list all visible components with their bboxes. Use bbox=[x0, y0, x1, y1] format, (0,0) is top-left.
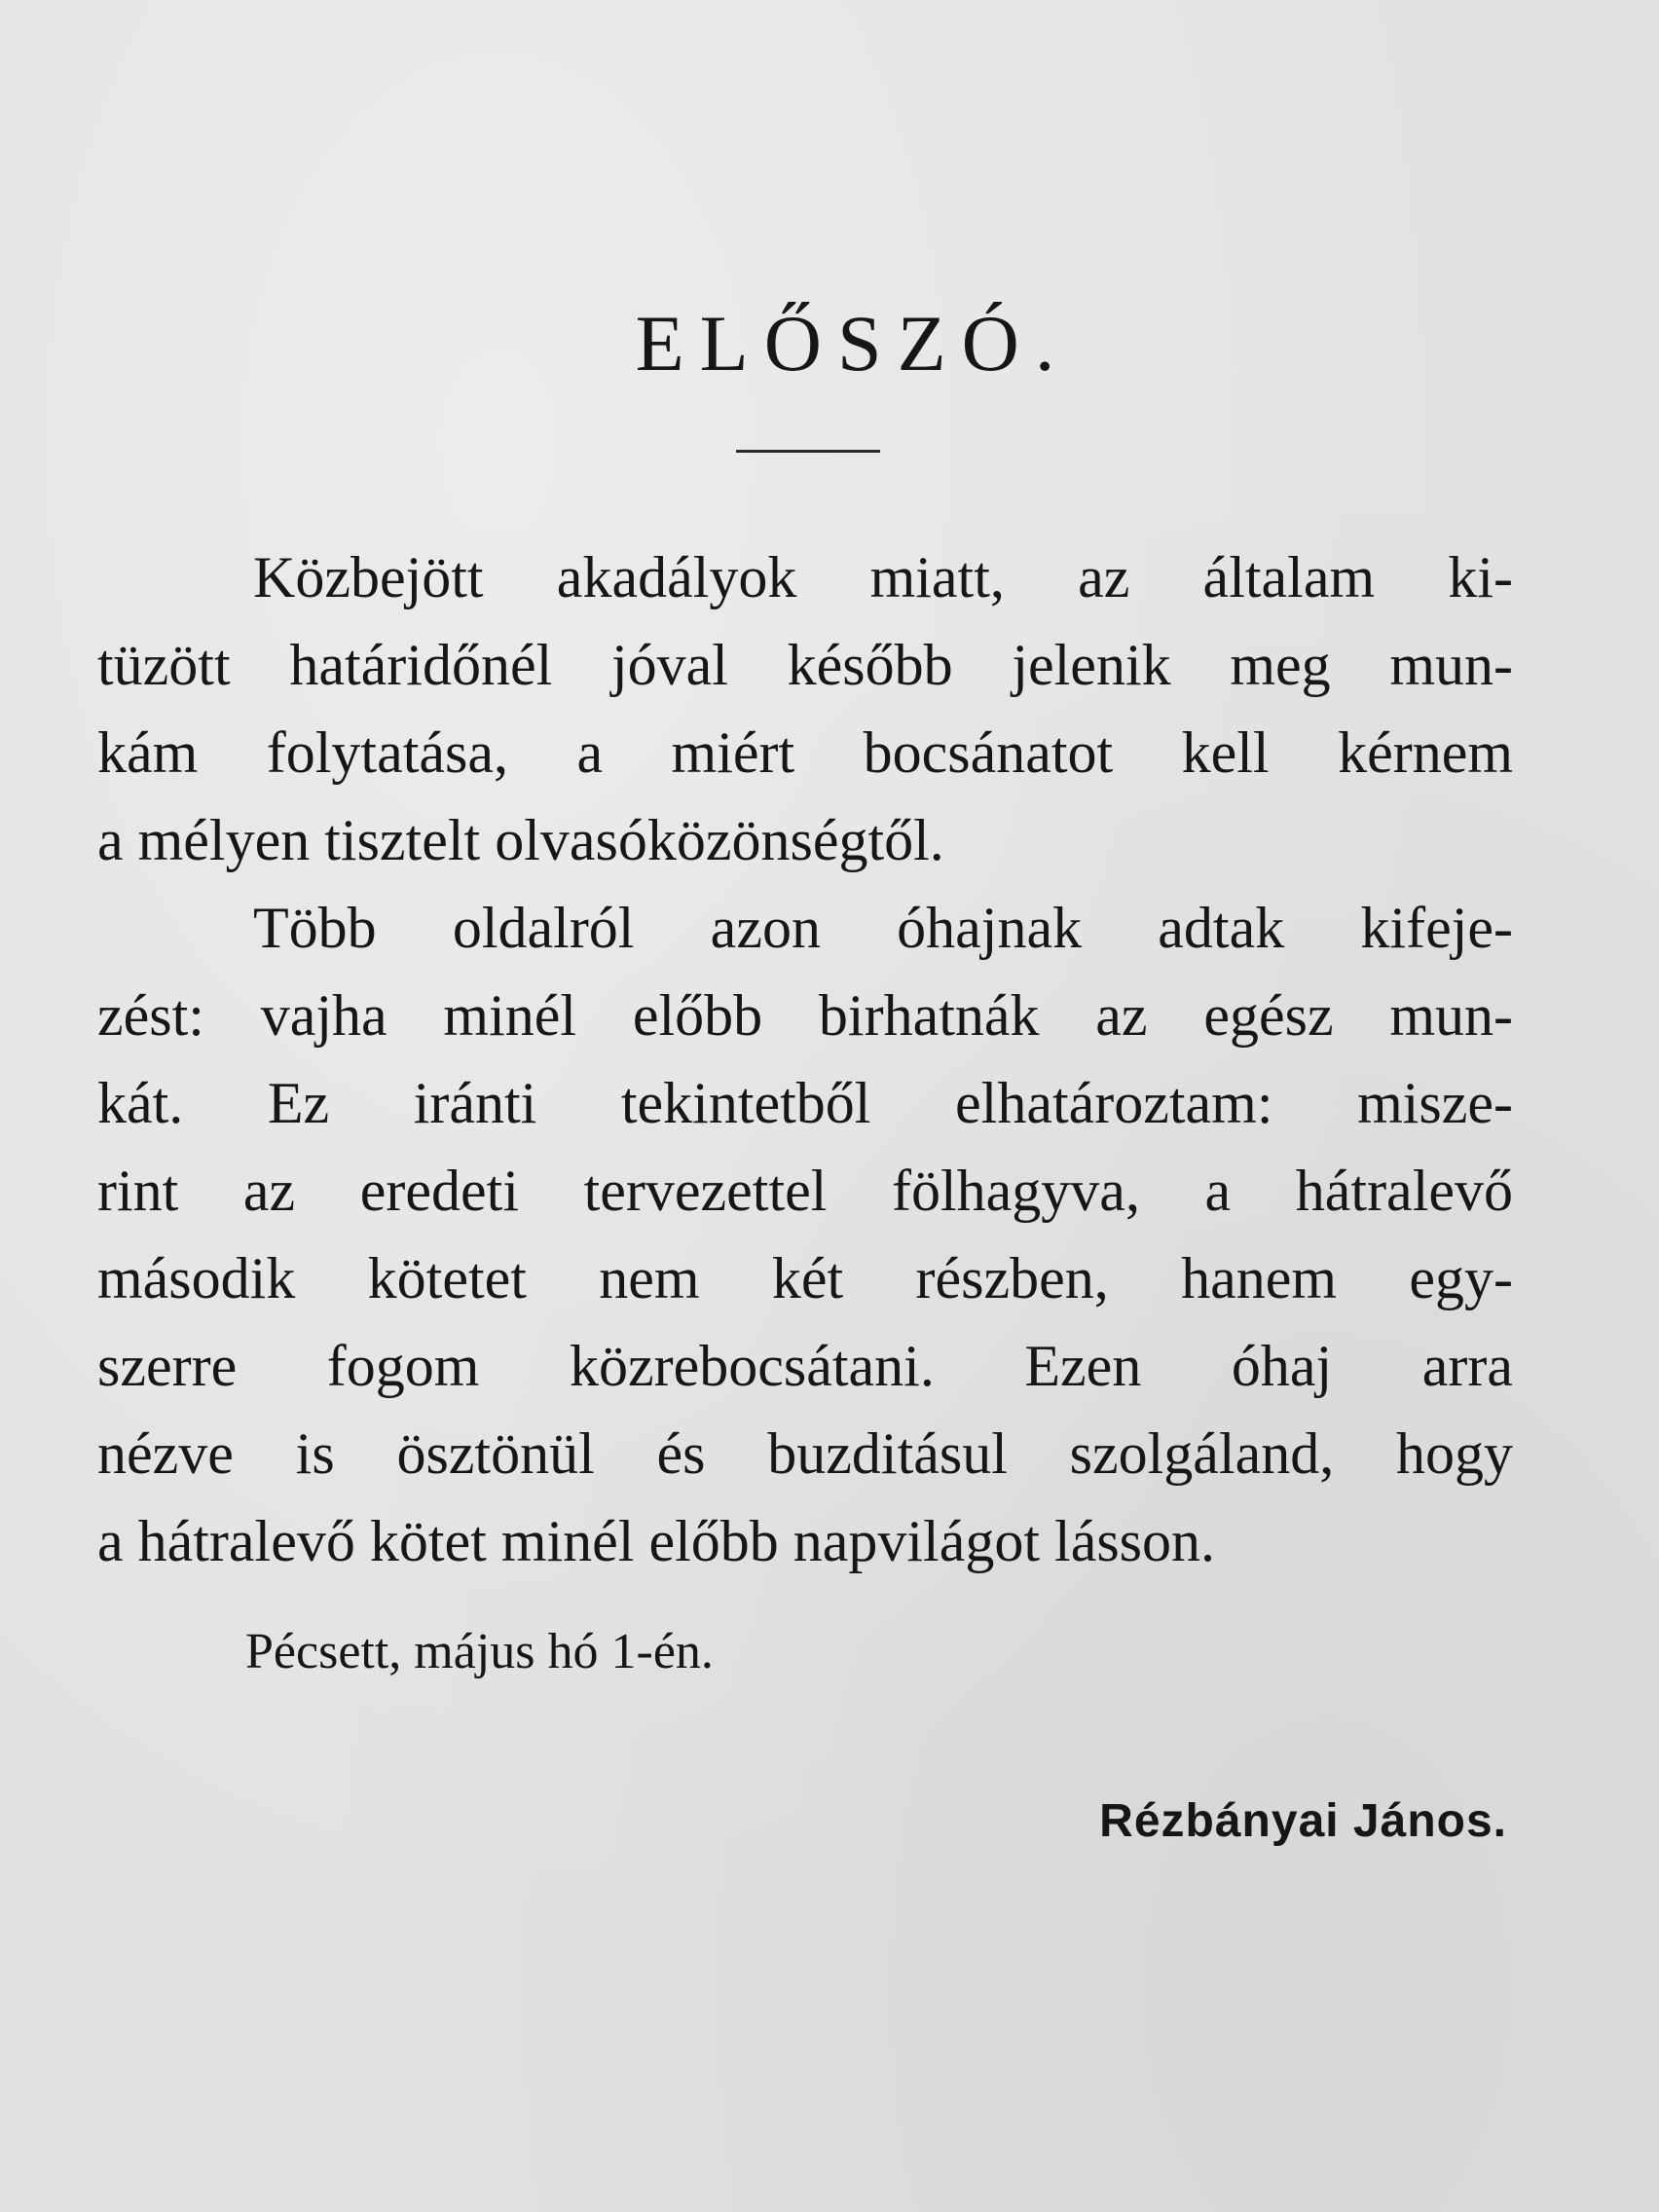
text-line: rint az eredeti tervezettel fölhagyva, a hátralevő bbox=[97, 1159, 1513, 1223]
text-line: második kötetet nem két részben, hanem egy- bbox=[97, 1246, 1513, 1310]
text-line: a hátralevő kötet minél előbb napvilágot lásson. bbox=[97, 1509, 1216, 1573]
text-line: zést: vajha minél előbb birhatnák az egész mun- bbox=[97, 983, 1513, 1048]
preface-body bbox=[97, 534, 1513, 1585]
text-line: szerre fogom közrebocsátani. Ezen óhaj arra bbox=[97, 1334, 1513, 1398]
place-date: Pécsett, május hó 1-én. bbox=[245, 1624, 714, 1679]
author-signature: Rézbányai János. bbox=[1099, 1795, 1507, 1847]
page-title: ELŐSZÓ. bbox=[635, 299, 1071, 387]
text-line: nézve is ösztönül és buzditásul szolgáland, hogy bbox=[97, 1421, 1513, 1486]
text-line: Több oldalról azon óhajnak adtak kifeje- bbox=[253, 896, 1513, 960]
paragraph-1 bbox=[97, 534, 1513, 884]
text-line: kát. Ez iránti tekintetből elhatároztam: misze- bbox=[97, 1071, 1513, 1135]
text-line: tüzött határidőnél jóval később jelenik meg mun- bbox=[97, 633, 1513, 697]
text-line: kám folytatása, a miért bocsánatot kell kérnem bbox=[97, 720, 1513, 785]
text-line: a mélyen tisztelt olvasóközönségtől. bbox=[97, 808, 944, 872]
text-line: Közbejött akadályok miatt, az általam ki- bbox=[253, 545, 1513, 609]
paragraph-2 bbox=[97, 884, 1513, 1585]
title-divider bbox=[736, 450, 880, 453]
